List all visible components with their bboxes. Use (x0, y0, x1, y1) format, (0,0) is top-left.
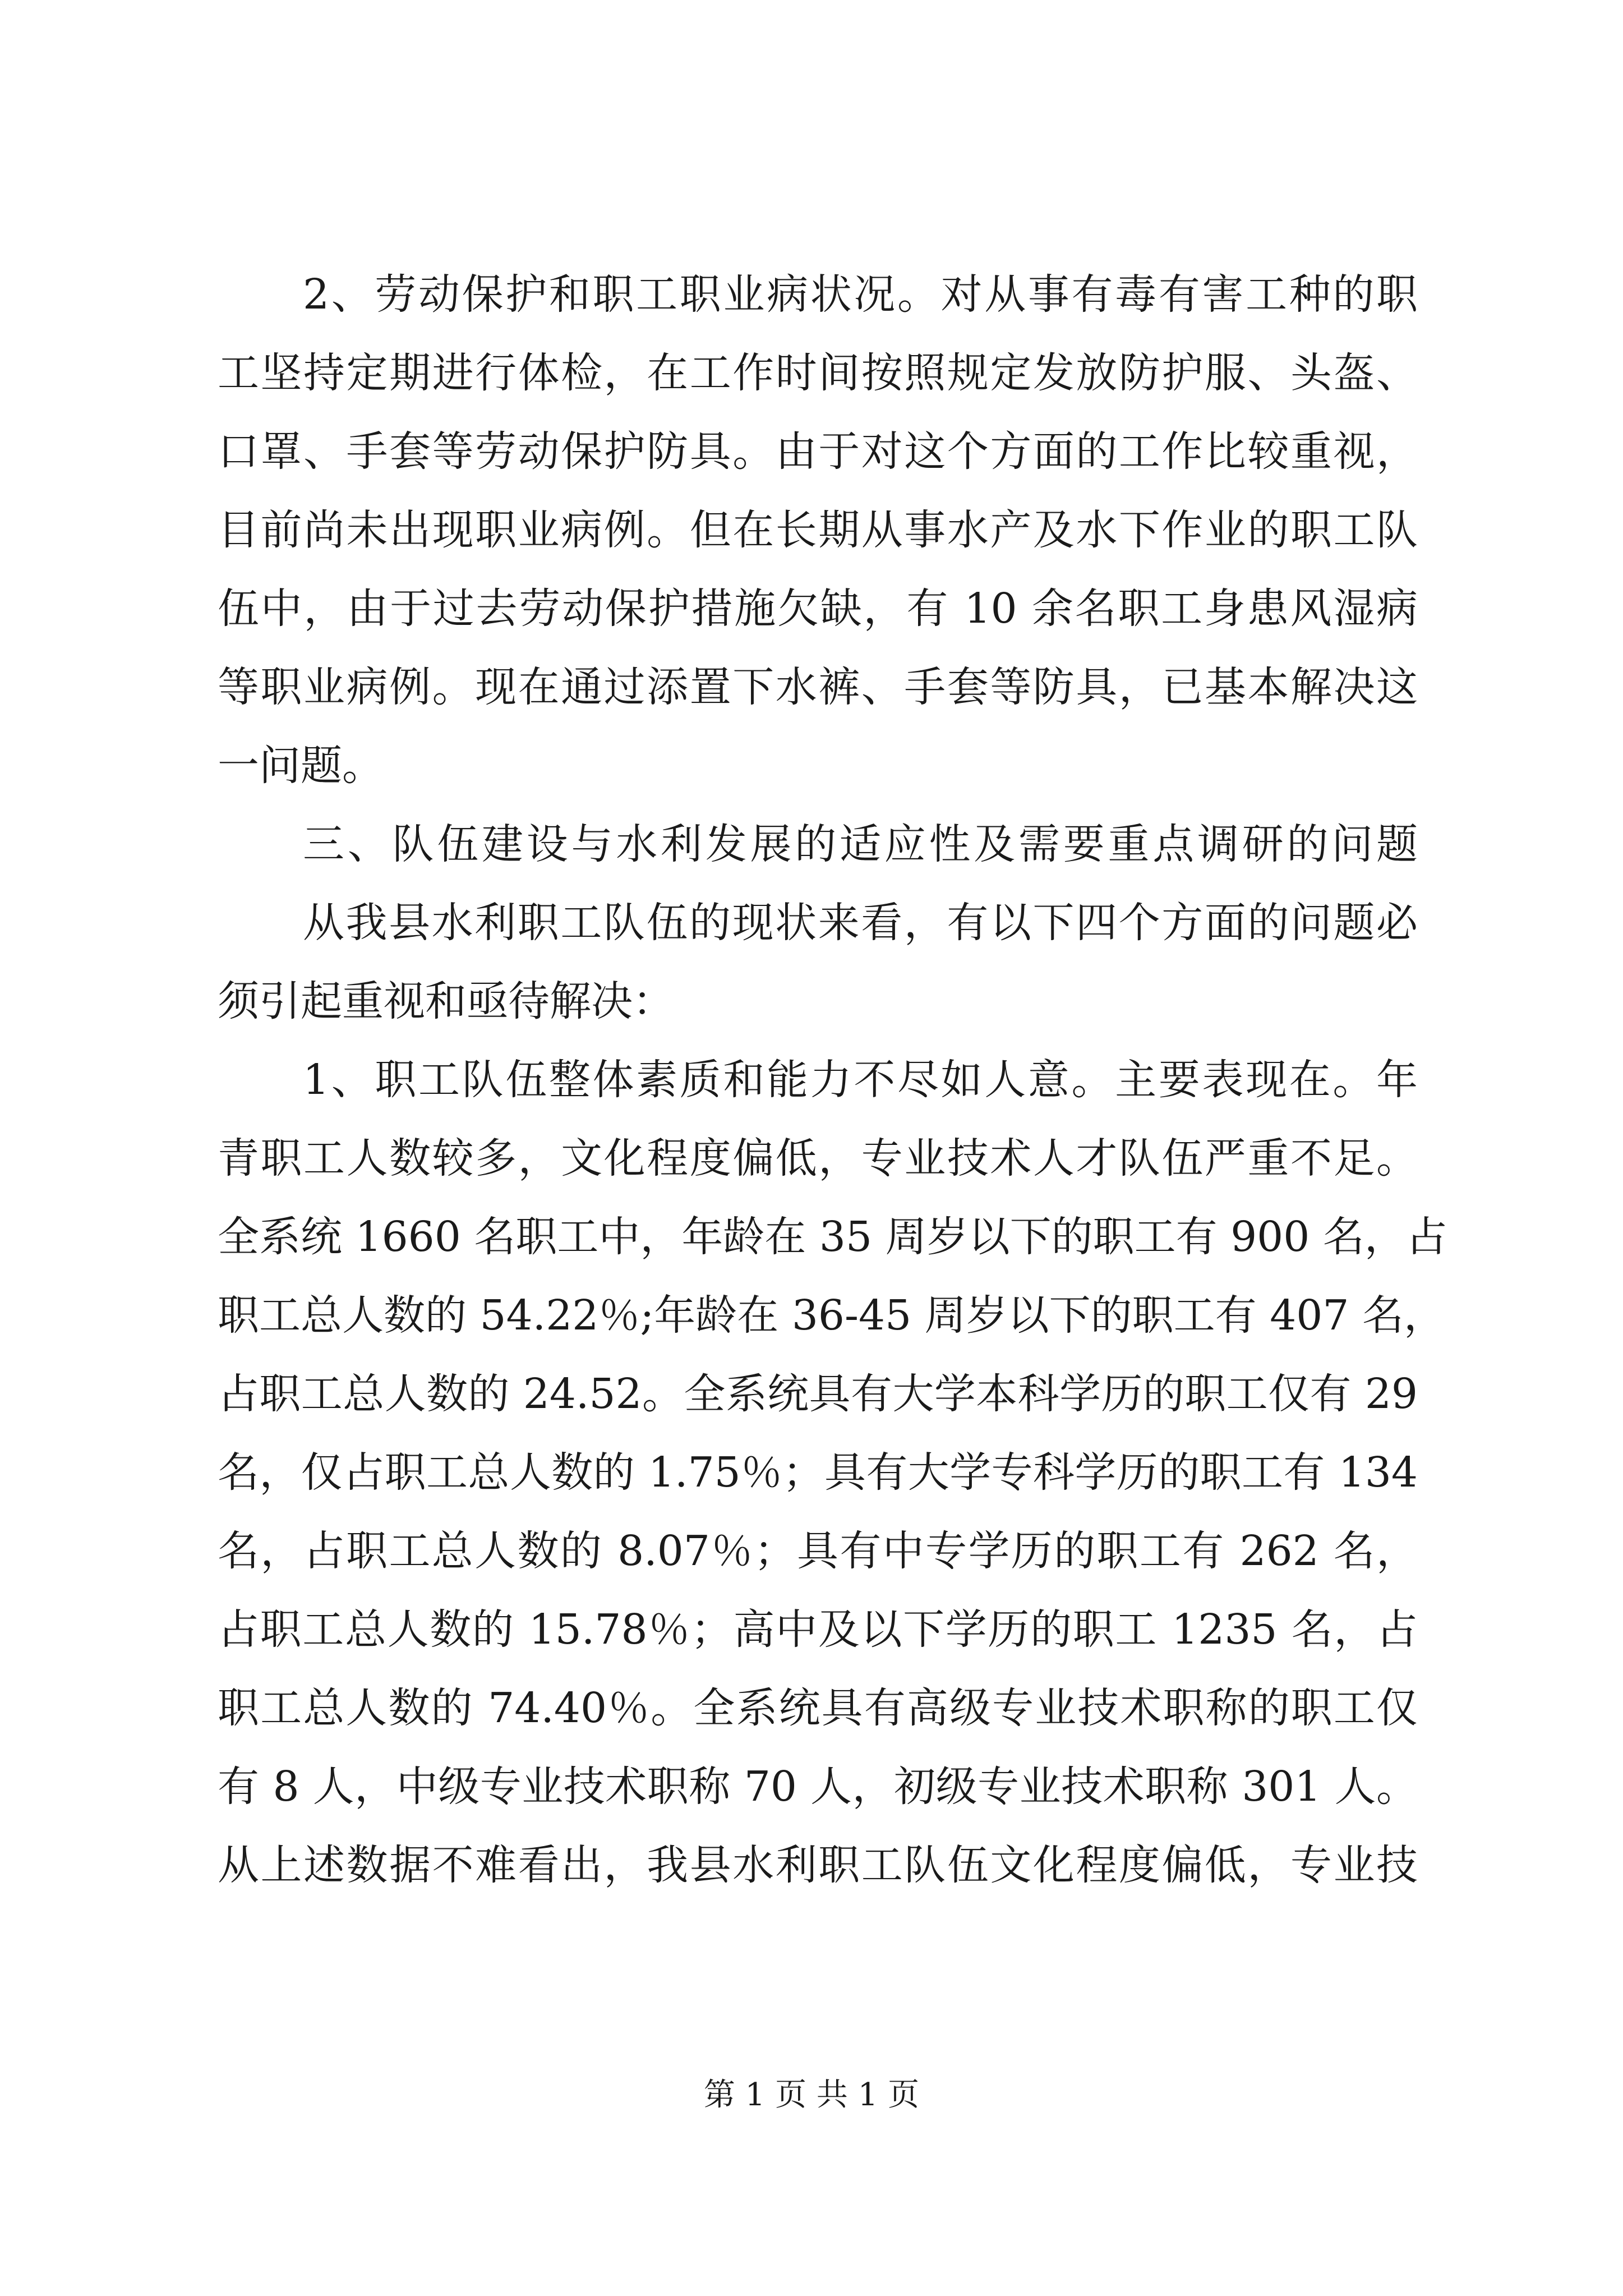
text-line: 占职工总人数的 24.52。全系统具有大学本科学历的职工仅有 29 (218, 1370, 1418, 1418)
page-footer: 第 1 页 共 1 页 (703, 2077, 920, 2113)
text-line: 名，占职工总人数的 8.07％；具有中专学历的职工有 262 名， (218, 1527, 1418, 1575)
text-line: 2、劳动保护和职工职业病状况。对从事有毒有害工种的职 (303, 270, 1418, 319)
text-line: 1、职工队伍整体素质和能力不尽如人意。主要表现在。年 (303, 1056, 1418, 1104)
text-line: 工坚持定期进行体检，在工作时间按照规定发放防护服、头盔、 (218, 349, 1418, 397)
text-line: 从上述数据不难看出，我县水利职工队伍文化程度偏低，专业技 (218, 1841, 1418, 1889)
text-line: 目前尚未出现职业病例。但在长期从事水产及水下作业的职工队 (218, 506, 1418, 554)
document-body (218, 255, 1447, 1904)
text-line: 有 8 人，中级专业技术职称 70 人，初级专业技术职称 301 人。 (218, 1763, 1418, 1811)
text-line: 须引起重视和亟待解决： (218, 977, 674, 1025)
text-line: 三、队伍建设与水利发展的适应性及需要重点调研的问题 (303, 820, 1418, 868)
text-line: 等职业病例。现在通过添置下水裤、手套等防具，已基本解决这 (218, 663, 1418, 711)
text-line: 青职工人数较多，文化程度偏低，专业技术人才队伍严重不足。 (218, 1134, 1418, 1182)
text-line: 伍中，由于过去劳动保护措施欠缺，有 10 余名职工身患风湿病 (218, 585, 1418, 633)
text-line: 全系统 1660 名职工中，年龄在 35 周岁以下的职工有 900 名，占 (218, 1213, 1447, 1261)
text-line: 从我县水利职工队伍的现状来看，有以下四个方面的问题必 (303, 899, 1418, 947)
text-line: 占职工总人数的 15.78％；高中及以下学历的职工 1235 名，占 (218, 1605, 1418, 1654)
text-line: 口罩、手套等劳动保护防具。由于对这个方面的工作比较重视， (218, 427, 1418, 476)
text-line: 职工总人数的 74.40％。全系统具有高级专业技术职称的职工仅 (218, 1684, 1418, 1732)
text-line: 名，仅占职工总人数的 1.75％；具有大学专科学历的职工有 134 (218, 1448, 1418, 1497)
text-line: 一问题。 (218, 742, 384, 790)
text-line: 职工总人数的 54.22％;年龄在 36-45 周岁以下的职工有 407 名， (218, 1291, 1445, 1340)
